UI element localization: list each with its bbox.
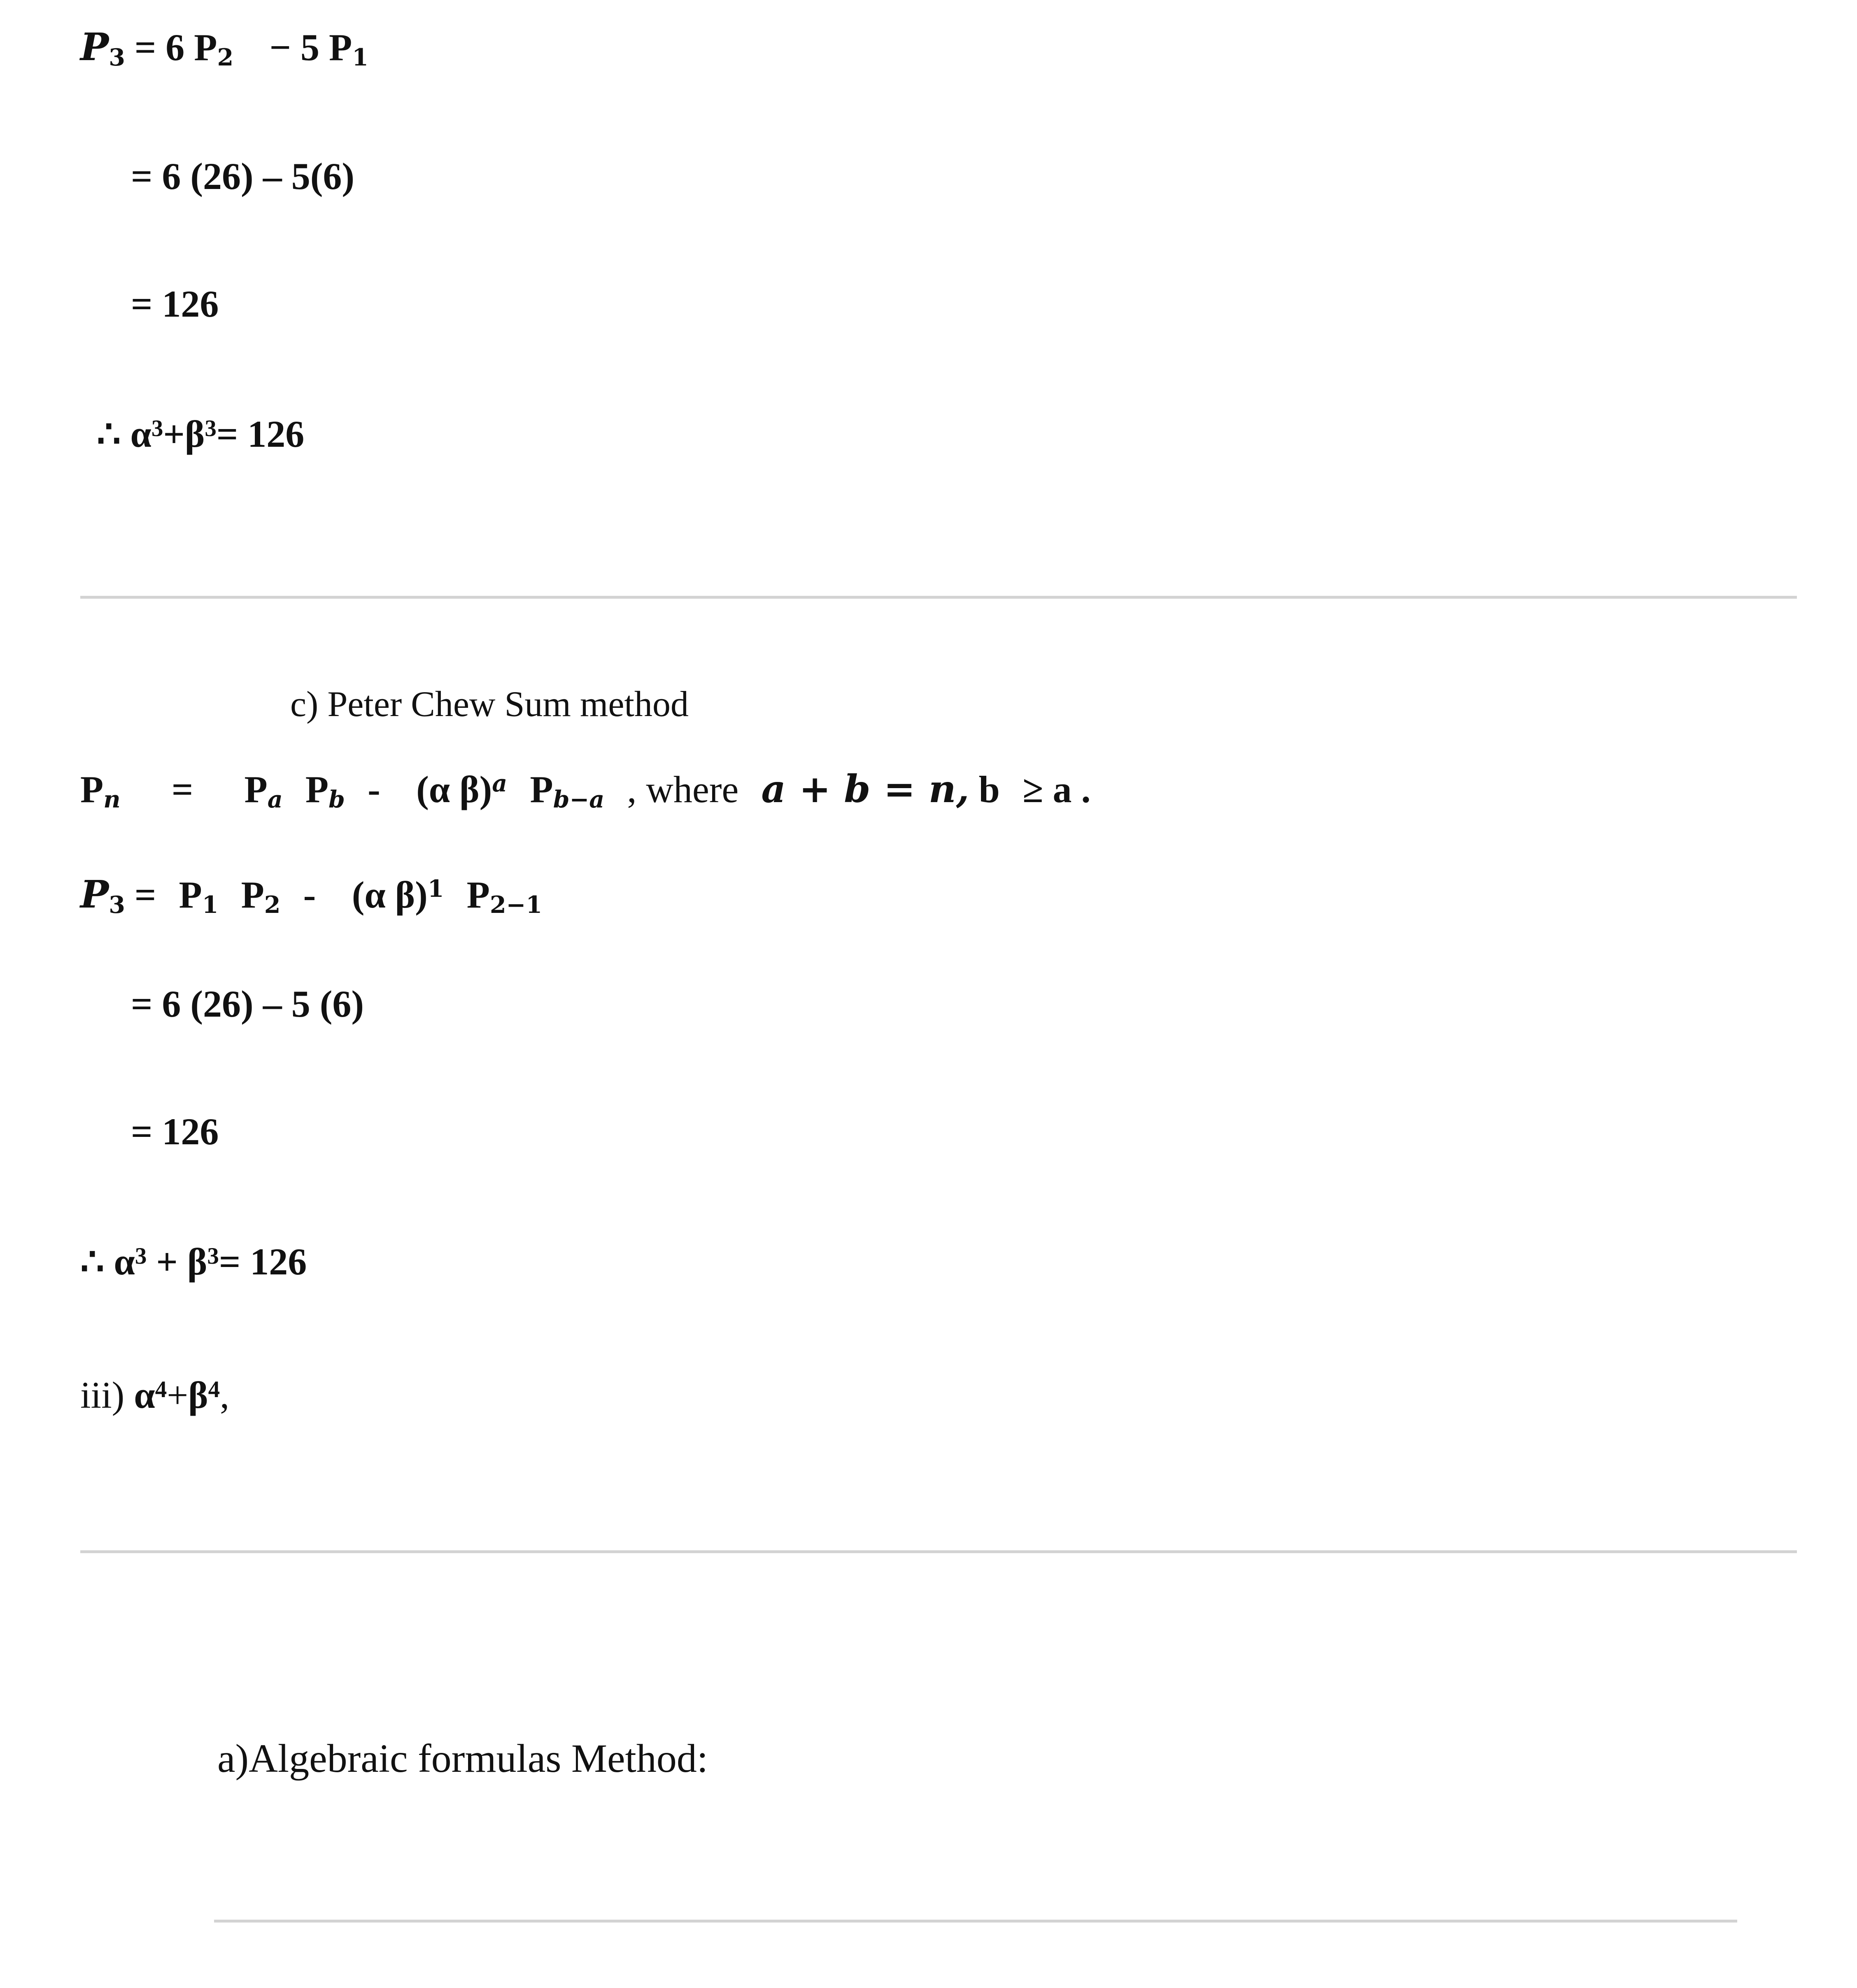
minus-sign: - bbox=[303, 874, 316, 916]
beta-symbol: β bbox=[184, 413, 205, 455]
equation-conclusion bbox=[97, 412, 304, 456]
equation-text: − 5 P bbox=[269, 26, 352, 68]
symbol-p: P bbox=[530, 768, 553, 810]
subscript: 2−1 bbox=[489, 891, 543, 919]
therefore-symbol: ∴ bbox=[80, 1241, 105, 1283]
equation-text: = 126 bbox=[216, 413, 305, 455]
minus-sign: - bbox=[368, 768, 380, 810]
superscript: a bbox=[492, 770, 508, 798]
subscript: 2 bbox=[217, 43, 234, 71]
superscript: 3 bbox=[151, 415, 163, 442]
symbol-p: P bbox=[80, 25, 109, 69]
equation-step-substitute: = 6 (26) – 5 (6) bbox=[131, 983, 364, 1025]
subscript: b−a bbox=[553, 785, 605, 813]
symbol-p: P bbox=[305, 768, 329, 810]
superscript: 3 bbox=[135, 1243, 147, 1269]
plus-sign: + bbox=[156, 1241, 178, 1283]
part-iii-label bbox=[80, 1373, 229, 1417]
subscript: 2 bbox=[264, 891, 281, 919]
section-divider bbox=[214, 1920, 1737, 1923]
alpha-symbol: α bbox=[130, 413, 151, 455]
subscript: 1 bbox=[352, 43, 368, 71]
superscript: 3 bbox=[207, 1243, 219, 1269]
symbol-p: P bbox=[80, 768, 104, 810]
condition-b: b bbox=[979, 768, 1000, 810]
comma: , bbox=[220, 1374, 230, 1416]
symbol-p: P bbox=[80, 872, 109, 917]
section-divider bbox=[80, 1550, 1797, 1553]
condition-geq: ≥ a . bbox=[1022, 768, 1091, 810]
plus-sign: + bbox=[163, 413, 185, 455]
equation-step-result: = 126 bbox=[131, 283, 219, 325]
symbol-p: P bbox=[179, 874, 202, 916]
where-text: , where bbox=[627, 768, 739, 810]
condition-text: a + b = n, bbox=[761, 767, 969, 811]
symbol-p: P bbox=[241, 874, 264, 916]
superscript: 4 bbox=[155, 1377, 167, 1403]
subscript: a bbox=[267, 785, 283, 813]
superscript: 1 bbox=[427, 875, 444, 903]
section-heading-algebraic: a)Algebraic formulas Method: bbox=[217, 1736, 708, 1781]
subscript: 3 bbox=[109, 891, 125, 919]
equation-conclusion bbox=[80, 1239, 307, 1283]
symbol-p: P bbox=[244, 768, 268, 810]
superscript: 3 bbox=[205, 415, 217, 442]
section-divider bbox=[80, 596, 1797, 599]
symbol-p: P bbox=[466, 874, 490, 916]
section-heading-peter-chew: c) Peter Chew Sum method bbox=[290, 684, 689, 724]
equals-sign: = bbox=[171, 768, 193, 810]
plus-sign: + bbox=[167, 1374, 189, 1416]
superscript: 4 bbox=[208, 1377, 220, 1403]
subscript: 3 bbox=[109, 43, 125, 71]
equation-step-result: = 126 bbox=[131, 1111, 219, 1153]
alpha-symbol: α bbox=[134, 1374, 155, 1416]
equals-sign: = bbox=[134, 874, 156, 916]
beta-symbol: β bbox=[187, 1241, 207, 1283]
equation-p3-sum-method bbox=[80, 872, 542, 917]
subscript: n bbox=[103, 785, 121, 813]
subscript: b bbox=[329, 785, 345, 813]
part-label: iii) bbox=[80, 1374, 125, 1416]
alpha-beta-group: (α β) bbox=[416, 768, 492, 810]
alpha-symbol: α bbox=[114, 1241, 135, 1283]
subscript: 1 bbox=[202, 891, 219, 919]
therefore-symbol: ∴ bbox=[97, 413, 121, 455]
equation-p3-recurrence bbox=[80, 25, 368, 69]
equation-step-substitute: = 6 (26) – 5(6) bbox=[131, 155, 354, 197]
equation-general-formula bbox=[80, 767, 1090, 811]
equation-text: = 126 bbox=[219, 1241, 307, 1283]
beta-symbol: β bbox=[188, 1374, 208, 1416]
alpha-beta-group: (α β) bbox=[352, 874, 428, 916]
equation-text: = 6 P bbox=[134, 26, 217, 68]
